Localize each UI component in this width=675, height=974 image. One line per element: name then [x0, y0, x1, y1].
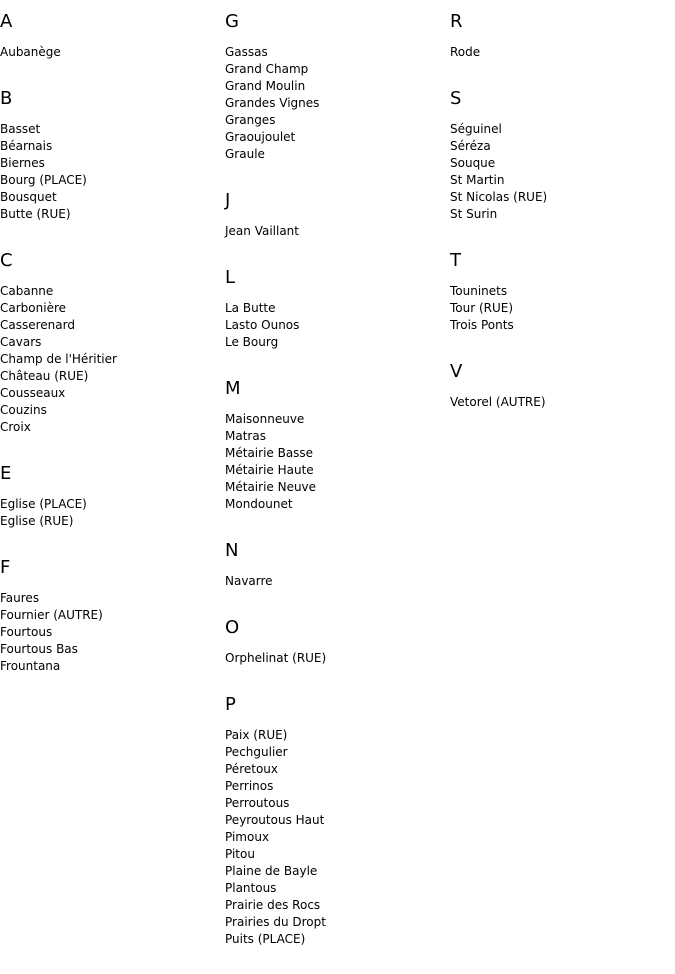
- letter-heading: O: [225, 617, 240, 638]
- letter-group-a: [0, 10, 220, 61]
- letter-group-e: [0, 462, 220, 530]
- street-list: [450, 283, 670, 334]
- street-link[interactable]: Fourtous: [0, 625, 53, 639]
- letter-group-r: [450, 10, 670, 61]
- street-link[interactable]: Couzins: [0, 403, 47, 417]
- letter-group-b: [0, 87, 220, 223]
- street-link[interactable]: La Butte: [225, 301, 276, 315]
- street-list: [225, 650, 445, 667]
- street-link[interactable]: Cousseaux: [0, 386, 66, 400]
- street-link[interactable]: Eglise (RUE): [0, 514, 74, 528]
- street-link[interactable]: Fournier (AUTRE): [0, 608, 103, 622]
- street-list: [225, 223, 445, 240]
- street-link[interactable]: Aubanège: [0, 45, 61, 59]
- street-link[interactable]: Croix: [0, 420, 31, 434]
- street-link[interactable]: Graule: [225, 147, 265, 161]
- letter-heading: L: [225, 267, 236, 288]
- street-list: [225, 573, 445, 590]
- street-link[interactable]: Bourg (PLACE): [0, 173, 87, 187]
- street-link[interactable]: Bousquet: [0, 190, 57, 204]
- letter-heading: P: [225, 694, 236, 715]
- letter-heading: G: [225, 11, 239, 32]
- street-link[interactable]: St Martin: [450, 173, 505, 187]
- letter-heading: A: [0, 11, 13, 32]
- street-link[interactable]: Souque: [450, 156, 496, 170]
- letter-heading: B: [0, 88, 13, 109]
- letter-heading: N: [225, 540, 239, 561]
- street-link[interactable]: Butte (RUE): [0, 207, 71, 221]
- letter-heading: V: [450, 361, 463, 382]
- street-link[interactable]: Biernes: [0, 156, 45, 170]
- street-link[interactable]: Champ de l'Héritier: [0, 352, 117, 366]
- street-link[interactable]: Orphelinat (RUE): [225, 651, 327, 665]
- street-link[interactable]: St Nicolas (RUE): [450, 190, 548, 204]
- street-link[interactable]: Cabanne: [0, 284, 54, 298]
- street-link[interactable]: Métairie Basse: [225, 446, 314, 460]
- street-index-column-3: [450, 10, 670, 437]
- street-link[interactable]: Prairies du Dropt: [225, 915, 326, 929]
- street-link[interactable]: Perrinos: [225, 779, 274, 793]
- street-link[interactable]: Lasto Ounos: [225, 318, 300, 332]
- street-link[interactable]: Jean Vaillant: [225, 224, 299, 238]
- street-link[interactable]: Séréza: [450, 139, 491, 153]
- street-link[interactable]: Grand Champ: [225, 62, 309, 76]
- street-link[interactable]: Graoujoulet: [225, 130, 296, 144]
- street-link[interactable]: Tour (RUE): [450, 301, 514, 315]
- street-link[interactable]: Rode: [450, 45, 481, 59]
- letter-heading: F: [0, 557, 11, 578]
- letter-heading: C: [0, 250, 13, 271]
- street-link[interactable]: Basset: [0, 122, 41, 136]
- letter-heading: S: [450, 88, 462, 109]
- letter-group-c: [0, 249, 220, 436]
- street-link[interactable]: Peyroutous Haut: [225, 813, 325, 827]
- street-link[interactable]: St Surin: [450, 207, 498, 221]
- street-list: [450, 44, 670, 61]
- street-link[interactable]: Château (RUE): [0, 369, 89, 383]
- street-link[interactable]: Pechgulier: [225, 745, 288, 759]
- letter-group-n: [225, 539, 445, 590]
- street-list: [0, 496, 220, 530]
- street-link[interactable]: Perroutous: [225, 796, 290, 810]
- street-link[interactable]: Matras: [225, 429, 266, 443]
- letter-group-g: [225, 10, 445, 163]
- street-link[interactable]: Granges: [225, 113, 276, 127]
- letter-group-m: [225, 377, 445, 513]
- street-link[interactable]: Casserenard: [0, 318, 75, 332]
- street-index-column-1: [0, 10, 220, 701]
- street-index-column-2: [225, 10, 445, 974]
- street-list: [225, 44, 445, 163]
- letter-group-v: [450, 360, 670, 411]
- letter-group-l: [225, 266, 445, 351]
- letter-group-j: [225, 189, 445, 240]
- street-list: [450, 394, 670, 411]
- street-link[interactable]: Puits (PLACE): [225, 932, 306, 946]
- street-link[interactable]: Carbonière: [0, 301, 66, 315]
- letter-heading: J: [225, 190, 231, 211]
- street-link[interactable]: Fourtous Bas: [0, 642, 78, 656]
- letter-group-s: [450, 87, 670, 223]
- street-list: [450, 121, 670, 223]
- street-link[interactable]: Touninets: [450, 284, 508, 298]
- street-link[interactable]: Pimoux: [225, 830, 270, 844]
- street-list: [0, 283, 220, 436]
- letter-heading: R: [450, 11, 463, 32]
- street-list: [0, 590, 220, 675]
- street-link[interactable]: Gassas: [225, 45, 268, 59]
- street-link[interactable]: Vetorel (AUTRE): [450, 395, 546, 409]
- letter-heading: E: [0, 463, 12, 484]
- letter-group-o: [225, 616, 445, 667]
- street-link[interactable]: Grand Moulin: [225, 79, 306, 93]
- letter-group-t: [450, 249, 670, 334]
- street-link[interactable]: Plantous: [225, 881, 277, 895]
- street-link[interactable]: Le Bourg: [225, 335, 279, 349]
- street-link[interactable]: Séguinel: [450, 122, 502, 136]
- street-link[interactable]: Métairie Neuve: [225, 480, 317, 494]
- street-link[interactable]: Maisonneuve: [225, 412, 305, 426]
- street-link[interactable]: Métairie Haute: [225, 463, 314, 477]
- street-link[interactable]: Béarnais: [0, 139, 53, 153]
- street-list: [225, 300, 445, 351]
- street-link[interactable]: Trois Ponts: [450, 318, 514, 332]
- letter-group-f: [0, 556, 220, 675]
- street-list: [225, 727, 445, 948]
- street-link[interactable]: Navarre: [225, 574, 273, 588]
- letter-heading: M: [225, 378, 241, 399]
- street-list: [225, 411, 445, 513]
- street-link[interactable]: Frountana: [0, 659, 61, 673]
- letter-group-p: [225, 693, 445, 948]
- street-link[interactable]: Cavars: [0, 335, 42, 349]
- street-list: [0, 121, 220, 223]
- street-link[interactable]: Péretoux: [225, 762, 278, 776]
- street-list: [0, 44, 220, 61]
- street-link[interactable]: Plaine de Bayle: [225, 864, 318, 878]
- street-link[interactable]: Eglise (PLACE): [0, 497, 87, 511]
- street-link[interactable]: Mondounet: [225, 497, 293, 511]
- street-link[interactable]: Paix (RUE): [225, 728, 288, 742]
- letter-heading: T: [450, 250, 461, 271]
- street-link[interactable]: Prairie des Rocs: [225, 898, 321, 912]
- street-link[interactable]: Faures: [0, 591, 40, 605]
- street-link[interactable]: Grandes Vignes: [225, 96, 320, 110]
- street-link[interactable]: Pitou: [225, 847, 255, 861]
